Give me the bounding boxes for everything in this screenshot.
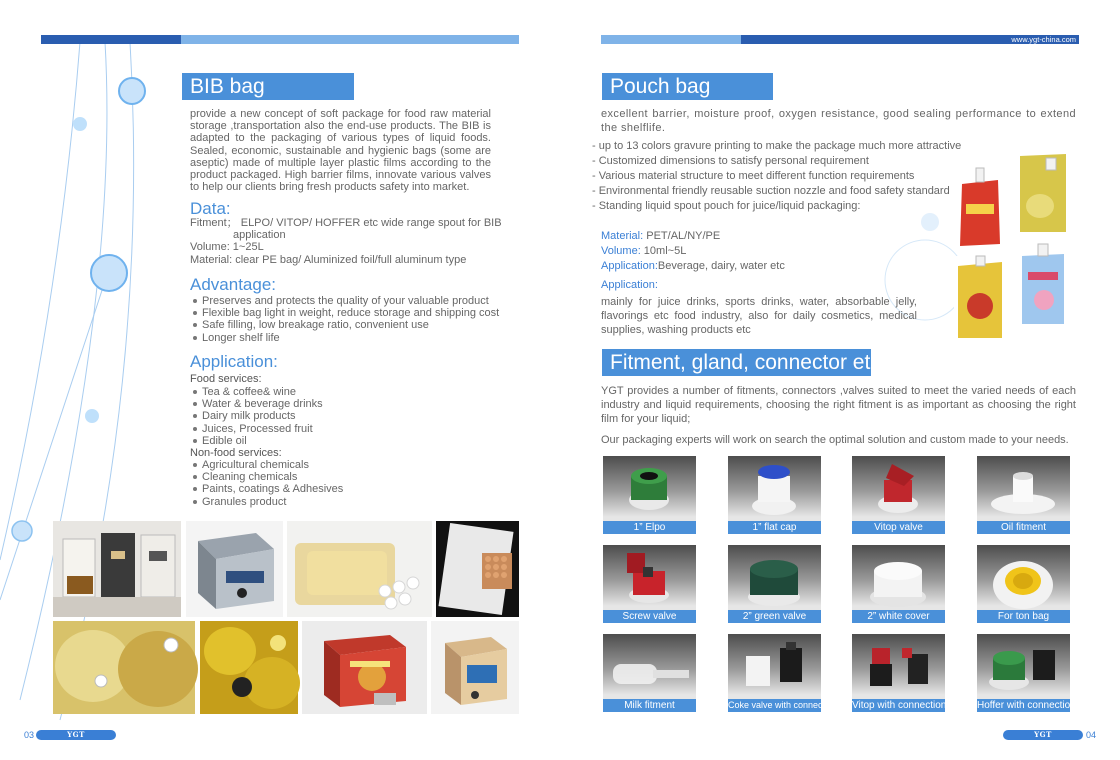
right-page-number: 04: [1086, 730, 1097, 740]
photo-pouch-red: [954, 164, 1006, 248]
fitment-tile-coke-valve: [728, 634, 838, 712]
fitment-label: 1” flat cap: [728, 521, 821, 534]
pouch-volume-line: [601, 245, 686, 257]
list-item: Cleaning chemicals: [190, 471, 343, 483]
website-url: www.ygt-china.com: [1011, 35, 1076, 44]
fitment-tile-flat-cap: [728, 456, 821, 534]
application-value: Beverage, dairy, water etc: [657, 260, 785, 272]
advantage-list: [190, 295, 499, 344]
fitment-tile-vitop-connection: [852, 634, 945, 712]
header-bar-left-dark: [41, 35, 181, 44]
pouch-application2-text: mainly for juice drinks, sports drinks, water, absorbable jelly, flavorings etc food industry, also for daily cosmetics, medical supplies, washing products etc: [601, 296, 917, 336]
fitment-tile-screw-valve: [603, 545, 696, 623]
fitment-label: Vitop valve: [852, 521, 945, 534]
material-label: Material:: [601, 230, 644, 242]
fitment-tile-green-valve: [728, 545, 821, 623]
list-item: Preserves and protects the quality of your valuable product: [190, 295, 499, 307]
data-fitment-line: Fitment； ELPO/ VITOP/ HOFFER etc wide range spout for BIB: [190, 217, 502, 229]
list-item: Water & beverage drinks: [190, 398, 323, 410]
pouch-material-line: [601, 230, 720, 242]
list-item: - Various material structure to meet different function requirements: [592, 170, 915, 182]
left-brand-badge: YGT TECHNOLOGY: [36, 730, 116, 740]
photo-clear-bag-caps: [287, 521, 432, 617]
right-brand-badge: YGT TECHNOLOGY: [1003, 730, 1083, 740]
list-item: Longer shelf life: [190, 332, 499, 344]
pouch-intro: excellent barrier, moisture proof, oxygen resistance, good sealing performance to extend the shelflife.: [601, 108, 1076, 134]
fitment-label: 2” green valve: [728, 610, 821, 623]
photo-yellow-bag-spouts: [200, 621, 298, 714]
data-fitment-line-cont: application: [233, 229, 286, 241]
fitment-label: 1” Elpo: [603, 521, 696, 534]
left-page-number: 03: [24, 730, 35, 740]
list-item: Dairy milk products: [190, 410, 323, 422]
photo-bib-boxes: [53, 521, 181, 617]
material-value: PET/AL/NY/PE: [643, 230, 721, 242]
fitment-tile-milk: [603, 634, 696, 712]
nonfood-services-heading: Non-food services:: [190, 447, 282, 459]
data-volume-line: Volume: 1~25L: [190, 241, 264, 253]
application-heading: Application:: [190, 352, 278, 371]
nonfood-services-list: [190, 459, 343, 508]
list-item: Granules product: [190, 496, 343, 508]
photo-pouch-yellow: [1016, 150, 1070, 234]
fitment-tile-white-cover: [852, 545, 945, 623]
list-item: - up to 13 colors gravure printing to make the package much more attractive: [592, 140, 962, 152]
photo-egg-bag: [436, 521, 519, 617]
pouch-feature-list: [592, 139, 961, 214]
fitment-tile-ton-bag: [977, 545, 1070, 623]
advantage-heading: Advantage:: [190, 275, 277, 294]
volume-label: Volume:: [601, 245, 641, 257]
pouch-application2-label: Application:: [601, 279, 658, 291]
header-bar-left-light: [181, 35, 519, 44]
fitment-tile-oil: [977, 456, 1070, 534]
list-item: - Environmental friendly reusable suction nozzle and food safety standard: [592, 185, 950, 197]
pouch-bag-title: Pouch bag: [602, 73, 773, 100]
fitment-label: Milk fitment: [603, 699, 696, 712]
fitment-label: Vitop with connection: [852, 700, 947, 711]
list-item: - Customized dimensions to satisfy personal requirement: [592, 155, 869, 167]
pouch-application-line: [601, 260, 785, 272]
header-bar-right-light: [601, 35, 741, 44]
list-item: Tea & coffee& wine: [190, 386, 323, 398]
data-heading: Data:: [190, 199, 231, 218]
fitment-paragraph-1: YGT provides a number of fitments, connectors ,valves suited to meet the varied needs of each industry and liquid requirements, choosing the right fitment is as important as choosing the right film for your liquid;: [601, 385, 1076, 425]
photo-juice-box: [302, 621, 427, 714]
fitment-paragraph-2: Our packaging experts will work on search the optimal solution and custom made to your needs.: [601, 434, 1069, 446]
list-item: Agricultural chemicals: [190, 459, 343, 471]
application-label: Application:: [601, 260, 658, 272]
list-item: Paints, coatings & Adhesives: [190, 483, 343, 495]
fitment-tile-vitop: [852, 456, 945, 534]
list-item: Edible oil: [190, 435, 323, 447]
fitment-label: 2” white cover: [852, 610, 945, 623]
fitment-title: Fitment, gland, connector etc: [602, 349, 871, 376]
volume-value: 10ml~5L: [640, 245, 687, 257]
list-item: - Standing liquid spout pouch for juice/liquid packaging:: [592, 200, 861, 212]
food-services-heading: Food services:: [190, 373, 262, 385]
list-item: Safe filling, low breakage ratio, convenient use: [190, 319, 499, 331]
photo-oil-bags: [53, 621, 195, 714]
list-item: Juices, Processed fruit: [190, 423, 323, 435]
photo-pouch-fruit: [954, 256, 1007, 340]
food-services-list: [190, 386, 323, 447]
fitment-tile-hoffer-connection: [977, 634, 1076, 712]
photo-metal-box-bag: [186, 521, 283, 617]
data-material-line: Material: clear PE bag/ Aluminized foil/full aluminum type: [190, 254, 467, 266]
fitment-label: Coke valve with connection: [728, 700, 838, 710]
fitment-label: For ton bag: [977, 610, 1070, 623]
photo-pouch-blue: [1016, 242, 1070, 326]
bib-bag-title: BIB bag: [182, 73, 354, 100]
fitment-label: Screw valve: [603, 610, 696, 623]
photo-carton-box: [431, 621, 519, 714]
fitment-tile-elpo: [603, 456, 696, 534]
fitment-label: Oil fitment: [977, 521, 1070, 534]
bib-intro: provide a new concept of soft package for food raw material storage ,transportation also the end-use products. The BIB is adapted to the packaging of various types of liquid foods. Sealed, economic, sustainable and hygienic bags (some are aseptic) made of multiple layer plastic films according to the product packaged. High barrier films, innovate various valves to help our clients bring fresh products safety into market.: [190, 108, 491, 194]
fitment-label: Hoffer with connection: [977, 700, 1076, 711]
list-item: Flexible bag light in weight, reduce storage and shipping cost: [190, 307, 499, 319]
